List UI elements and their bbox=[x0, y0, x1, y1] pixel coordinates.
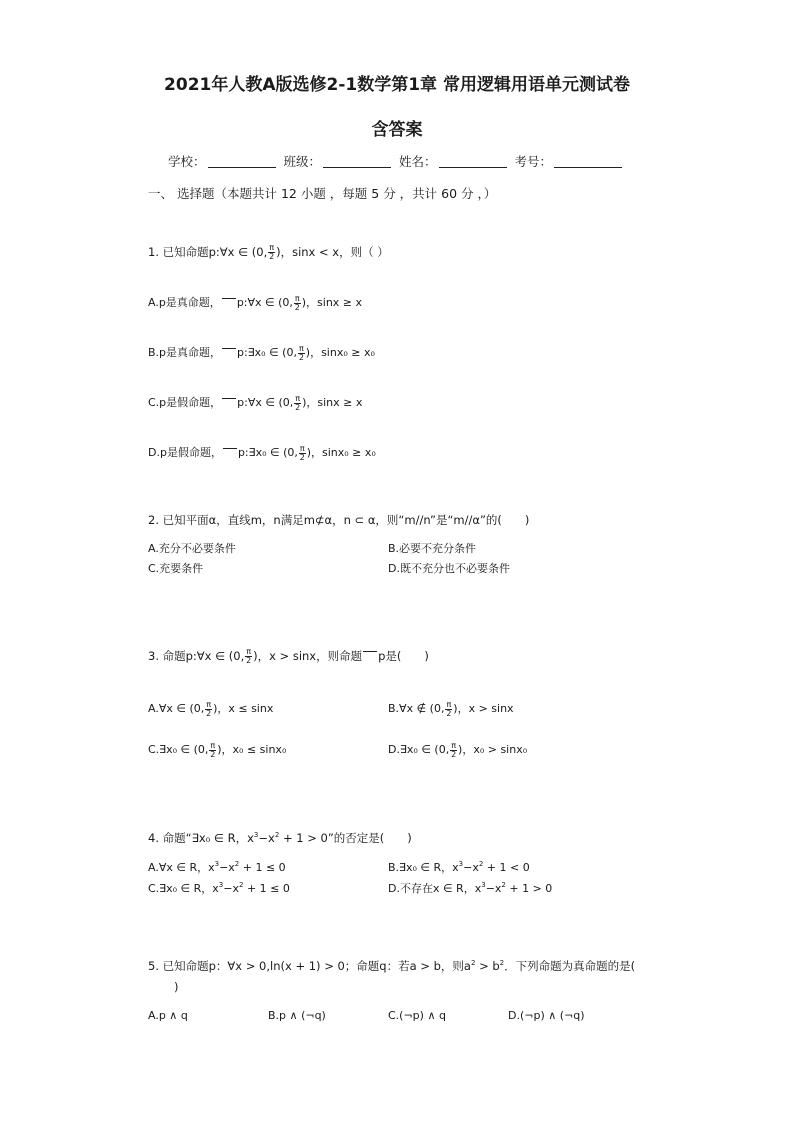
question-1-option-b bbox=[148, 344, 375, 362]
option-text: )，sinx₀ ≥ x₀ bbox=[306, 446, 376, 459]
frac-den: 2 bbox=[295, 402, 301, 412]
option-text: C.∃x₀ ∈ (0, bbox=[148, 743, 209, 756]
q5-text: 5. 已知命题p：∀x > 0,ln(x + 1) > 0；命题q：若a > b，则a bbox=[148, 959, 471, 973]
exponent: 2 bbox=[234, 860, 240, 868]
option-text: A.p是真命题， bbox=[148, 296, 221, 309]
frac-num: π bbox=[294, 293, 300, 303]
option-text: p:∃x₀ ∈ (0, bbox=[237, 446, 298, 459]
option-text: + 1 > 0 bbox=[505, 882, 553, 895]
frac-num: π bbox=[206, 699, 212, 709]
option-text: p:∀x ∈ (0, bbox=[236, 296, 293, 309]
frac-num: π bbox=[451, 740, 457, 750]
negation-symbol bbox=[222, 298, 236, 305]
frac-den: 2 bbox=[294, 302, 300, 312]
q3-text-pre: 3. 命题p:∀x ∈ (0, bbox=[148, 649, 245, 663]
student-info-line bbox=[0, 152, 794, 170]
option-text: )，x ≤ sinx bbox=[213, 702, 274, 715]
question-4-option-c bbox=[148, 880, 290, 896]
option-text: p:∀x ∈ (0, bbox=[237, 396, 294, 409]
question-3-option-b bbox=[388, 700, 514, 718]
option-text: C.∃x₀ ∈ R，x bbox=[148, 882, 219, 895]
q4-text: + 1 > 0”的否定是( ) bbox=[279, 831, 412, 845]
fraction-pi-2 bbox=[299, 445, 306, 462]
exponent: 3 bbox=[253, 831, 259, 839]
fraction-pi-2 bbox=[298, 345, 305, 362]
q1-text-pre: 1. 已知命题p:∀x ∈ (0, bbox=[148, 245, 268, 259]
q3-text-mid: )，x > sinx，则命题 bbox=[253, 649, 363, 663]
option-text: p:∃x₀ ∈ (0, bbox=[237, 346, 297, 359]
question-5-option-a: A.p ∧ q bbox=[148, 1009, 188, 1022]
option-text: B.p是真命题， bbox=[148, 346, 222, 359]
q1-text-post: )，sinx < x，则（ ） bbox=[276, 245, 389, 259]
fraction-pi-2 bbox=[245, 648, 252, 665]
exponent: 2 bbox=[274, 831, 280, 839]
question-5-stem bbox=[148, 958, 635, 974]
question-5-stem-cont: ) bbox=[174, 980, 179, 994]
frac-num: π bbox=[269, 243, 275, 252]
name-label: 姓名： bbox=[398, 154, 437, 169]
option-text: A.∀x ∈ (0, bbox=[148, 702, 205, 715]
question-5-option-b: B.p ∧ (¬q) bbox=[268, 1009, 326, 1022]
q4-text: 4. 命题“∃x₀ ∈ R，x bbox=[148, 831, 254, 845]
question-2-option-a: A.充分不必要条件 bbox=[148, 542, 236, 555]
question-2-option-d: D.既不充分也不必要条件 bbox=[388, 562, 510, 575]
question-4-option-a bbox=[148, 859, 286, 875]
option-text: −x bbox=[463, 861, 479, 874]
negation-symbol bbox=[222, 398, 236, 405]
question-1-option-c bbox=[148, 394, 362, 412]
frac-den: 2 bbox=[269, 252, 275, 261]
exponent: 3 bbox=[218, 881, 224, 889]
exponent: 3 bbox=[458, 860, 464, 868]
id-label: 考号： bbox=[514, 154, 552, 169]
question-5-option-c: C.(¬p) ∧ q bbox=[388, 1009, 446, 1022]
question-5-option-d: D.(¬p) ∧ (¬q) bbox=[508, 1009, 585, 1022]
option-text: −x bbox=[219, 861, 235, 874]
option-text: A.∀x ∈ R，x bbox=[148, 861, 215, 874]
q5-text: ．下列命题为真命题的是( bbox=[504, 959, 636, 973]
frac-den: 2 bbox=[206, 708, 212, 718]
question-2-option-c: C.充要条件 bbox=[148, 562, 204, 575]
frac-num: π bbox=[246, 647, 252, 656]
exponent: 2 bbox=[499, 959, 505, 967]
q4-text: −x bbox=[258, 831, 275, 845]
question-1-option-d bbox=[148, 444, 376, 462]
frac-num: π bbox=[295, 393, 301, 403]
page-title: 2021年人教A版选修2-1数学第1章 常用逻辑用语单元测试卷 bbox=[164, 75, 630, 95]
fraction-pi-2 bbox=[268, 244, 275, 261]
option-text: B.∀x ∉ (0, bbox=[388, 702, 445, 715]
fraction-pi-2 bbox=[294, 395, 301, 412]
q3-text-post: p是( ) bbox=[378, 649, 429, 663]
option-text: D.不存在x ∈ R，x bbox=[388, 882, 482, 895]
option-text: −x bbox=[485, 882, 502, 895]
negation-symbol bbox=[223, 448, 237, 455]
question-1-stem bbox=[148, 244, 389, 261]
option-text: B.∃x₀ ∈ R，x bbox=[388, 861, 459, 874]
section-heading: 一、 选择题（本题共计 12 小题 ，每题 5 分 ，共计 60 分 ，） bbox=[148, 186, 497, 201]
frac-den: 2 bbox=[446, 708, 452, 718]
negation-symbol bbox=[222, 348, 236, 355]
frac-den: 2 bbox=[298, 352, 304, 362]
question-4-option-b bbox=[388, 859, 530, 875]
exponent: 3 bbox=[214, 860, 220, 868]
q5-text: > b bbox=[475, 959, 500, 973]
question-3-option-a bbox=[148, 700, 273, 718]
frac-num: π bbox=[210, 740, 216, 750]
question-4-stem bbox=[148, 830, 412, 846]
frac-den: 2 bbox=[451, 749, 457, 759]
option-text: D.p是假命题， bbox=[148, 446, 222, 459]
option-text: )，sinx₀ ≥ x₀ bbox=[305, 346, 375, 359]
exponent: 3 bbox=[481, 881, 486, 889]
frac-num: π bbox=[446, 699, 452, 709]
fraction-pi-2 bbox=[205, 701, 212, 718]
option-text: −x bbox=[223, 882, 239, 895]
exponent: 2 bbox=[501, 881, 506, 889]
option-text: + 1 < 0 bbox=[483, 861, 530, 874]
class-label: 班级： bbox=[283, 154, 321, 169]
frac-den: 2 bbox=[210, 749, 216, 759]
question-1-option-a bbox=[148, 294, 362, 312]
frac-num: π bbox=[298, 343, 304, 353]
option-text: C.p是假命题， bbox=[148, 396, 222, 409]
negation-symbol bbox=[363, 651, 377, 658]
option-text: D.∃x₀ ∈ (0, bbox=[388, 743, 450, 756]
name-blank bbox=[439, 155, 507, 168]
question-2-option-b: B.必要不充分条件 bbox=[388, 542, 477, 555]
exponent: 2 bbox=[238, 881, 244, 889]
option-text: )，x₀ ≤ sinx₀ bbox=[217, 743, 287, 756]
question-3-stem bbox=[148, 648, 429, 665]
exponent: 2 bbox=[470, 959, 476, 967]
option-text: )，sinx ≥ x bbox=[301, 296, 363, 309]
school-label: 学校： bbox=[167, 154, 206, 169]
fraction-pi-2 bbox=[445, 701, 452, 718]
option-text: )，x₀ > sinx₀ bbox=[458, 743, 528, 756]
frac-num: π bbox=[299, 443, 305, 453]
question-4-option-d bbox=[388, 880, 552, 896]
school-blank bbox=[208, 155, 276, 168]
exponent: 2 bbox=[478, 860, 484, 868]
option-text: )，sinx ≥ x bbox=[302, 396, 363, 409]
frac-den: 2 bbox=[246, 656, 252, 665]
option-text: + 1 ≤ 0 bbox=[239, 861, 286, 874]
frac-den: 2 bbox=[299, 452, 305, 462]
option-text: )，x > sinx bbox=[453, 702, 514, 715]
fraction-pi-2 bbox=[450, 742, 457, 759]
page-subtitle: 含答案 bbox=[371, 120, 423, 140]
question-3-option-d bbox=[388, 741, 527, 759]
option-text: + 1 ≤ 0 bbox=[243, 882, 290, 895]
question-3-option-c bbox=[148, 741, 286, 759]
id-blank bbox=[554, 155, 622, 168]
class-blank bbox=[323, 155, 391, 168]
fraction-pi-2 bbox=[294, 295, 301, 312]
question-2-stem: 2. 已知平面α，直线m，n满足m⊄α，n ⊂ α，则“m//n”是“m//α”的( ) bbox=[148, 513, 530, 527]
fraction-pi-2 bbox=[209, 742, 216, 759]
